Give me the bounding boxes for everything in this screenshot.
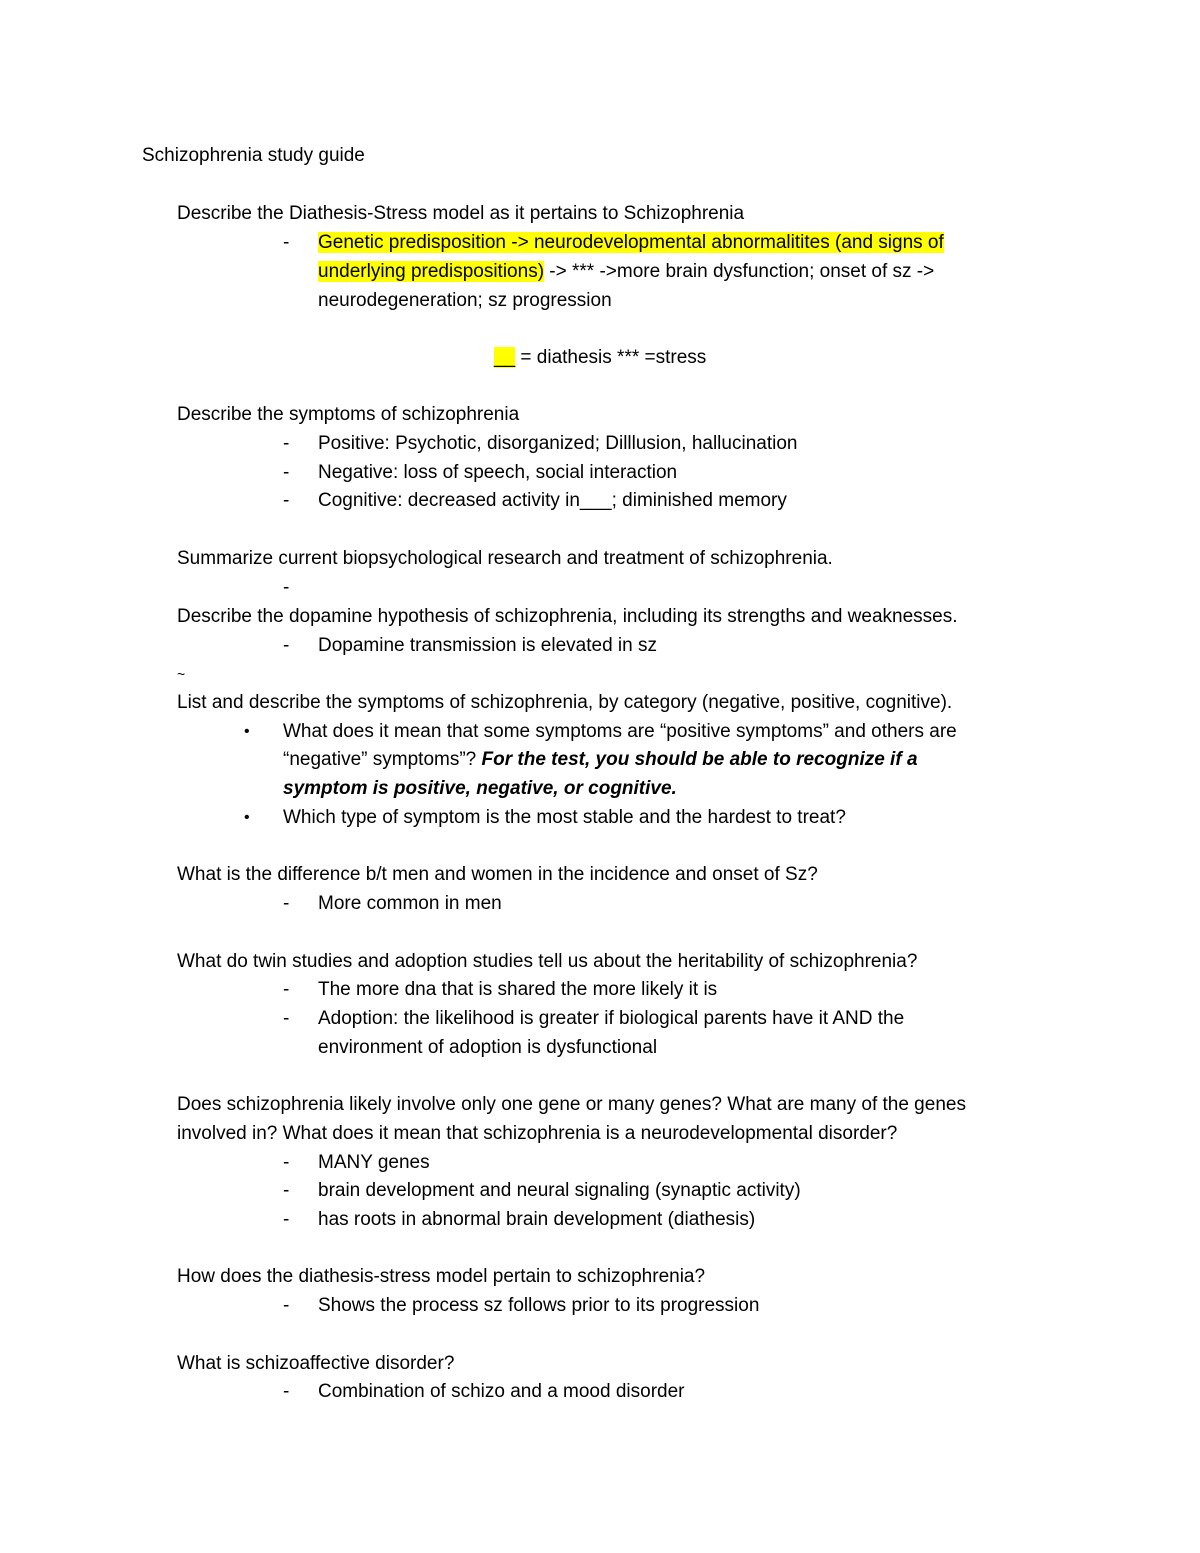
question-symptoms: Describe the symptoms of schizophrenia	[177, 404, 520, 425]
answer-item: More common in men	[318, 893, 502, 914]
answer-item: Combination of schizo and a mood disorder	[318, 1381, 685, 1402]
answer-item: Adoption: the likelihood is greater if biological parents have it AND the	[318, 1008, 905, 1029]
bullet-item: What does it mean that some symptoms are “positive symptoms” and others are	[283, 721, 957, 742]
question-diathesis-pertain: How does the diathesis-stress model pertain to schizophrenia?	[177, 1266, 706, 1287]
highlighted-text: Genetic predisposition -> neurodevelopmental abnormalitites (and signs of	[318, 232, 944, 253]
question-dopamine: Describe the dopamine hypothesis of schizophrenia, including its strengths and weaknesses.	[177, 606, 958, 627]
bullet-text: “negative” symptoms”?	[283, 749, 482, 770]
answer-line: neurodegeneration; sz progression	[318, 290, 612, 311]
dash-marker: -	[283, 577, 290, 598]
dash-marker: -	[283, 1152, 290, 1173]
answer-text: -> *** ->more brain dysfunction; onset of sz ->	[544, 261, 935, 282]
answer-item: Positive: Psychotic, disorganized; Dilllusion, hallucination	[318, 433, 798, 454]
dash-marker: -	[283, 1381, 290, 1402]
answer-item: Dopamine transmission is elevated in sz	[318, 635, 657, 656]
question-genes: involved in? What does it mean that schizophrenia is a neurodevelopmental disorder?	[177, 1123, 898, 1144]
answer-item: The more dna that is shared the more likely it is	[318, 979, 718, 1000]
answer-item: Shows the process sz follows prior to its progression	[318, 1295, 760, 1316]
dash-marker: -	[283, 462, 290, 483]
answer-line	[318, 258, 934, 286]
question-schizoaffective: What is schizoaffective disorder?	[177, 1353, 455, 1374]
question-symptom-categories: List and describe the symptoms of schizophrenia, by category (negative, positive, cognitive).	[177, 692, 953, 713]
question-genes: Does schizophrenia likely involve only one gene or many genes? What are many of the genes	[177, 1094, 966, 1115]
bullet-item	[283, 746, 918, 774]
legend-line	[494, 344, 706, 372]
answer-item: Negative: loss of speech, social interaction	[318, 462, 678, 483]
dash-marker: -	[283, 433, 290, 454]
question-gender-difference: What is the difference b/t men and women in the incidence and onset of Sz?	[177, 864, 818, 885]
answer-item: Cognitive: decreased activity in___; diminished memory	[318, 490, 787, 511]
highlighted-text: underlying predispositions)	[318, 261, 545, 282]
answer-item: brain development and neural signaling (synaptic activity)	[318, 1180, 801, 1201]
answer-item: environment of adoption is dysfunctional	[318, 1037, 658, 1058]
dash-marker: -	[283, 490, 290, 511]
dash-marker: -	[283, 232, 290, 253]
highlight-key: __	[494, 347, 516, 368]
dash-marker: -	[283, 1295, 290, 1316]
emphasis-text: symptom is positive, negative, or cognitive.	[283, 778, 677, 799]
legend-text: = diathesis *** =stress	[515, 347, 707, 368]
bullet-marker: •	[244, 723, 250, 740]
dash-marker: -	[283, 979, 290, 1000]
emphasis-text: For the test, you should be able to recognize if a	[481, 749, 918, 770]
document-title: Schizophrenia study guide	[142, 145, 365, 166]
question-diathesis-stress: Describe the Diathesis-Stress model as it pertains to Schizophrenia	[177, 203, 745, 224]
stray-mark: ~	[177, 666, 186, 682]
dash-marker: -	[283, 1180, 290, 1201]
question-twin-adoption: What do twin studies and adoption studies tell us about the heritability of schizophrenia?	[177, 951, 918, 972]
dash-marker: -	[283, 893, 290, 914]
dash-marker: -	[283, 1008, 290, 1029]
bullet-marker: •	[244, 809, 250, 826]
dash-marker: -	[283, 635, 290, 656]
question-research-treatment: Summarize current biopsychological research and treatment of schizophrenia.	[177, 548, 833, 569]
answer-line	[318, 229, 944, 257]
dash-marker: -	[283, 1209, 290, 1230]
bullet-item: Which type of symptom is the most stable and the hardest to treat?	[283, 807, 846, 828]
answer-item: has roots in abnormal brain development (diathesis)	[318, 1209, 756, 1230]
answer-item: MANY genes	[318, 1152, 430, 1173]
